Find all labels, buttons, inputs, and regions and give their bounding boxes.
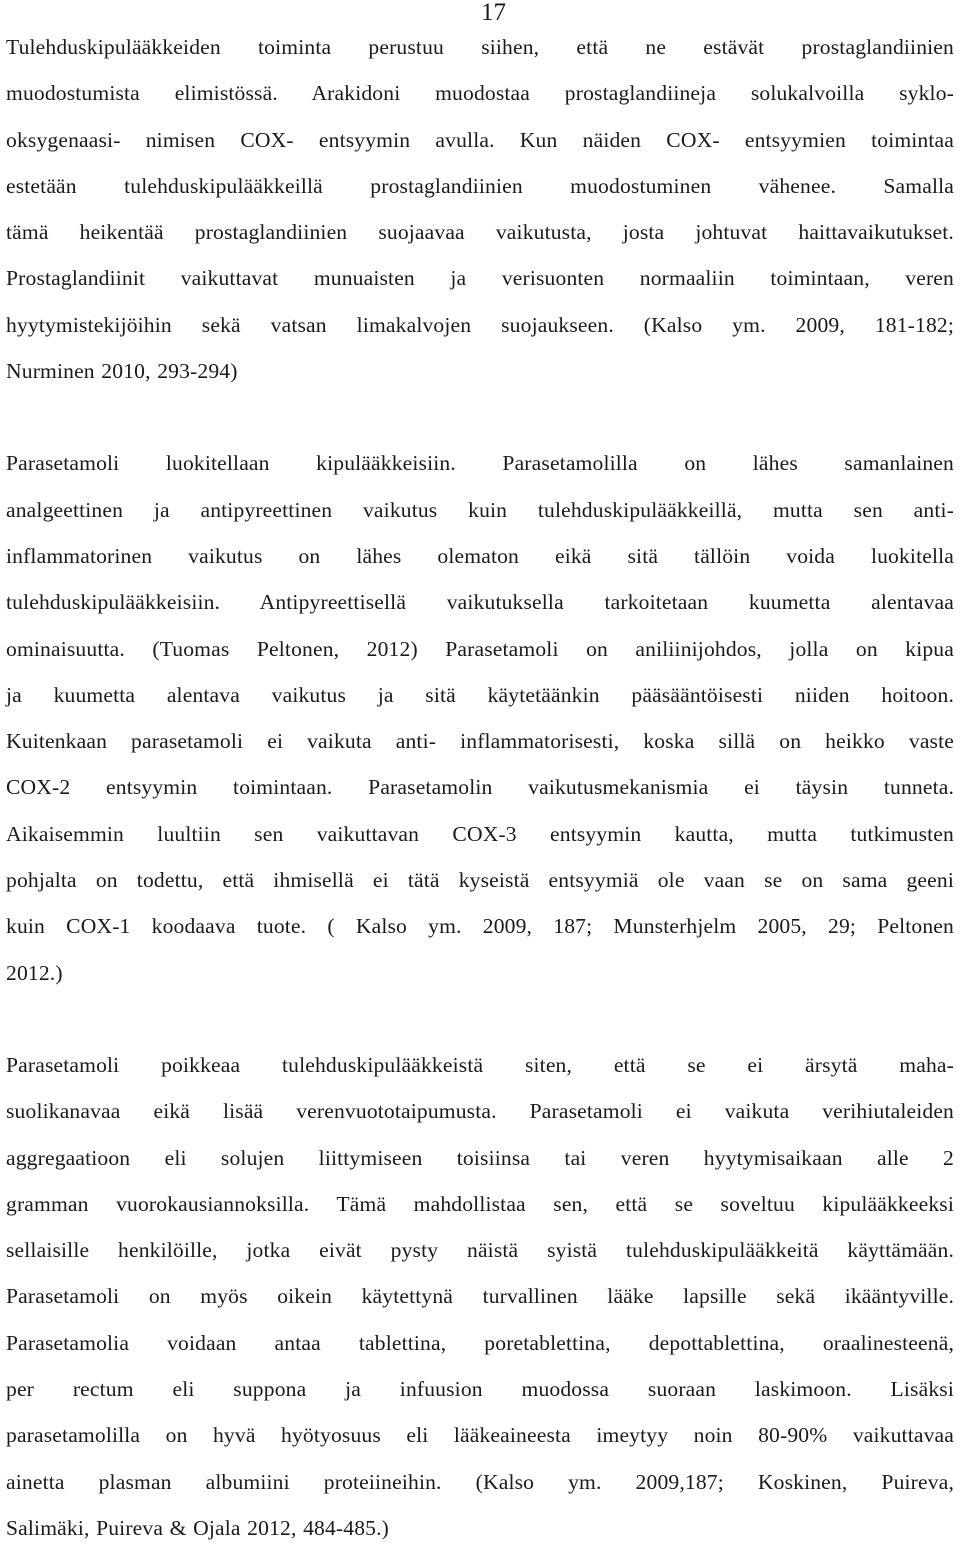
text-line: 2012.) <box>6 960 63 985</box>
text-line: parasetamolilla on hyvä hyötyosuus eli lääkeaineesta imeytyy noin 80-90% vaikuttavaa <box>6 1423 954 1448</box>
text-line: Kuitenkaan parasetamoli ei vaikuta anti- inflammatorisesti, koska sillä on heikko vaste <box>6 729 954 754</box>
text-line: estetään tulehduskipulääkkeillä prostaglandiinien muodostuminen vähenee. Samalla <box>6 173 954 198</box>
text-line: per rectum eli suppona ja infuusion muodossa suoraan laskimoon. Lisäksi <box>6 1377 954 1402</box>
text-line: Prostaglandiinit vaikuttavat munuaisten ja verisuonten normaaliin toimintaan, veren <box>6 266 954 291</box>
text-line: Salimäki, Puireva & Ojala 2012, 484-485.) <box>6 1515 389 1540</box>
text-line: gramman vuorokausiannoksilla. Tämä mahdollistaa sen, että se soveltuu kipulääkkeeksi <box>6 1191 954 1216</box>
text-line: tämä heikentää prostaglandiinien suojaavaa vaikutusta, josta johtuvat haittavaikutukset. <box>6 220 954 245</box>
page-number: 17 <box>481 0 506 26</box>
text-line: aggregaatioon eli solujen liittymiseen toisiinsa tai veren hyytymisaikaan alle 2 <box>6 1145 954 1170</box>
text-line: oksygenaasi- nimisen COX- entsyymin avulla. Kun näiden COX- entsyymien toimintaa <box>6 127 954 152</box>
paragraph-paracetamol-properties <box>6 1042 954 1551</box>
text-line: ominaisuutta. (Tuomas Peltonen, 2012) Parasetamoli on aniliinijohdos, jolla on kipua <box>6 636 954 661</box>
text-line: muodostumista elimistössä. Arakidoni muodostaa prostaglandiineja solukalvoilla syklo- <box>6 81 954 106</box>
page-body <box>6 24 954 1551</box>
text-line: ainetta plasman albumiini proteiineihin. (Kalso ym. 2009,187; Koskinen, Puireva, <box>6 1469 954 1494</box>
text-line: suolikanavaa eikä lisää verenvuototaipumusta. Parasetamoli ei vaikuta verihiutaleiden <box>6 1099 954 1124</box>
text-line: Parasetamoli poikkeaa tulehduskipulääkkeistä siten, että se ei ärsytä maha- <box>6 1052 954 1077</box>
paragraph-nsaid-mechanism <box>6 24 954 394</box>
text-line: Nurminen 2010, 293-294) <box>6 359 238 384</box>
text-line: COX-2 entsyymin toimintaan. Parasetamolin vaikutusmekanismia ei täysin tunneta. <box>6 775 954 800</box>
text-line: tulehduskipulääkkeisiin. Antipyreettisellä vaikutuksella tarkoitetaan kuumetta alentavaa <box>6 590 954 615</box>
paragraph-paracetamol-classification <box>6 440 954 996</box>
text-line: analgeettinen ja antipyreettinen vaikutus kuin tulehduskipulääkkeillä, mutta sen anti- <box>6 497 954 522</box>
text-line: inflammatorinen vaikutus on lähes olematon eikä sitä tällöin voida luokitella <box>6 543 954 568</box>
text-line: hyytymistekijöihin sekä vatsan limakalvojen suojaukseen. (Kalso ym. 2009, 181-182; <box>6 312 954 337</box>
text-line: Parasetamolia voidaan antaa tablettina, poretablettina, depottablettina, oraalinesteenä, <box>6 1330 954 1355</box>
text-line: ja kuumetta alentava vaikutus ja sitä käytetäänkin pääsääntöisesti niiden hoitoon. <box>6 682 954 707</box>
text-line: Parasetamoli on myös oikein käytettynä turvallinen lääke lapsille sekä ikääntyville. <box>6 1284 954 1309</box>
text-line: kuin COX-1 koodaava tuote. ( Kalso ym. 2009, 187; Munsterhjelm 2005, 29; Peltonen <box>6 914 954 939</box>
text-line: Parasetamoli luokitellaan kipulääkkeisiin. Parasetamolilla on lähes samanlainen <box>6 451 954 476</box>
text-line: Aikaisemmin luultiin sen vaikuttavan COX-3 entsyymin kautta, mutta tutkimusten <box>6 821 954 846</box>
text-line: Tulehduskipulääkkeiden toiminta perustuu siihen, että ne estävät prostaglandiinien <box>6 35 954 59</box>
text-line: sellaisille henkilöille, jotka eivät pysty näistä syistä tulehduskipulääkkeitä käyttämään. <box>6 1238 954 1263</box>
text-line: pohjalta on todettu, että ihmisellä ei tätä kyseistä entsyymiä ole vaan se on sama geeni <box>6 868 954 893</box>
